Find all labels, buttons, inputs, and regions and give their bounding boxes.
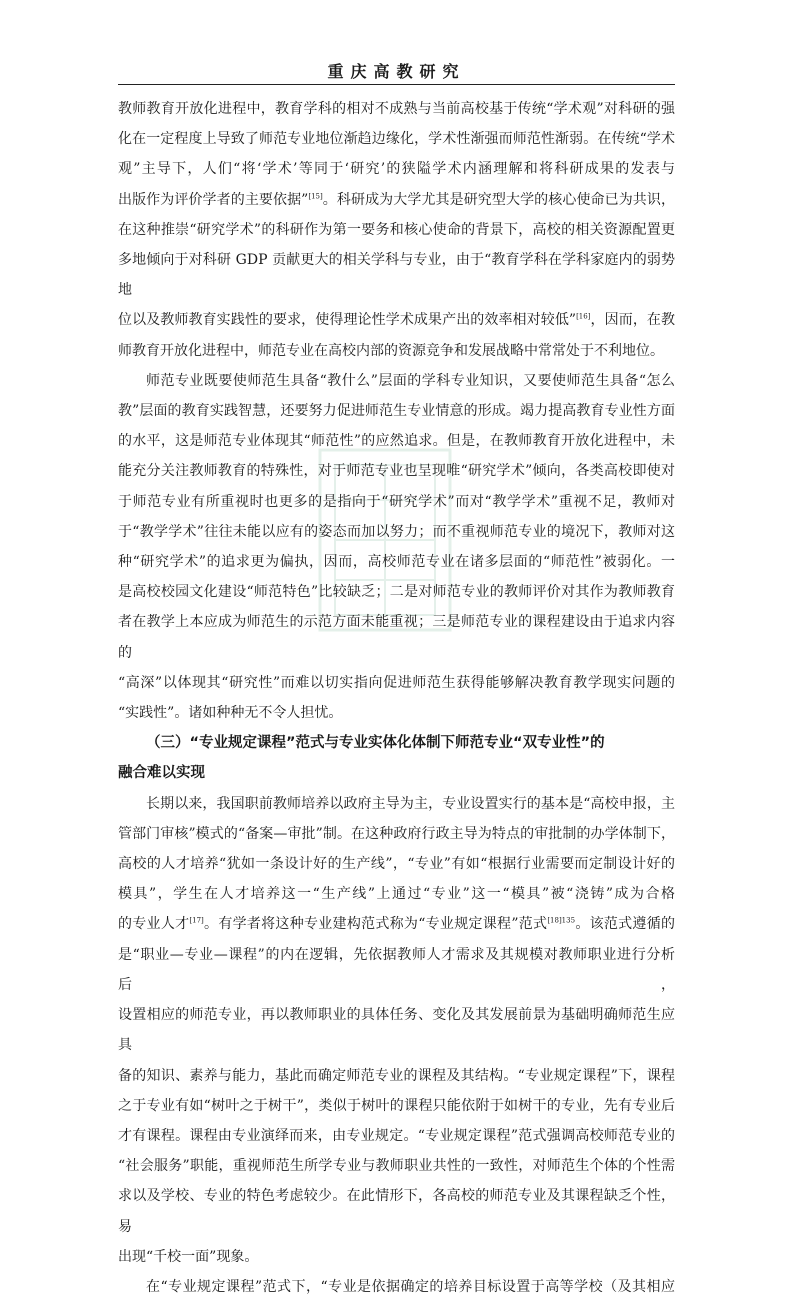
paragraph-line: 设置相应的师范专业，再以教师职业的具体任务、变化及其发展前景为基础明确师范生应具 — [118, 1007, 675, 1054]
text-segment: 位以及教师教育实践性的要求，使得理论性学术成果产出的效率相对较低” — [118, 312, 577, 329]
paragraph-line: 化在一定程度上导致了师范专业地位渐趋边缘化，学术性渐强而师范性渐弱。在传统“学术 — [118, 131, 675, 148]
paragraph-line: 观”主导下，人们“将‘学术’等同于‘研究’的狭隘学术内涵理解和将科研成果的发表与 — [118, 161, 675, 178]
text-segment: 的专业人才 — [118, 916, 190, 933]
paragraph-line: 求以及学校、专业的特色考虑较少。在此情形下，各高校的师范专业及其课程缺乏个性，易 — [118, 1188, 675, 1235]
text-segment: 。该范式遵循的 — [575, 916, 675, 933]
paragraph-line: 是“职业—专业—课程”的内在逻辑，先依据教师人才需求及其规模对教师职业进行分析后， — [118, 946, 675, 993]
section-heading-continued: 融合难以实现 — [118, 765, 205, 782]
text-segment: 出版作为评价学者的主要依据” — [118, 191, 309, 208]
paragraph-line: “高深”以体现其“研究性”而难以切实指向促进师范生获得能够解决教育教学现实问题的 — [118, 674, 675, 691]
paragraph-line: “实践性”。诸如种种无不令人担忧。 — [118, 705, 343, 722]
paragraph-line: 之于专业有如“树叶之于树干”，类似于树叶的课程只能依附于如树干的专业，先有专业后 — [118, 1097, 675, 1114]
paragraph-line: 教”层面的教育实践智慧，还要努力促进师范生专业情意的形成。竭力提高教育专业性方面 — [118, 403, 675, 420]
text-segment: ，因而，在教 — [590, 312, 676, 329]
paragraph-line: 师范专业既要使师范生具备“教什么”层面的学科专业知识，又要使师范生具备“怎么 — [146, 372, 675, 389]
paragraph-line: 长期以来，我国职前教师培养以政府主导为主，专业设置实行的基本是“高校申报，主 — [146, 795, 675, 812]
paragraph-line — [118, 909, 675, 939]
text-segment: 。有学者将这种专业建构范式称为“专业规定课程”范式 — [203, 916, 548, 933]
paragraph-line: 于“教学学术”往往未能以应有的姿态而加以努力；而不重视师范专业的境况下，教师对这 — [118, 523, 675, 540]
paragraph-line: 模具”，学生在人才培养这一“生产线”上通过“专业”这一“模具”被“浇铸”成为合格 — [118, 886, 675, 903]
journal-title: 重庆高教研究 — [327, 62, 466, 81]
paragraph-line: 于师范专业有所重视时也更多的是指向于“研究学术”而对“教学学术”重视不足，教师对 — [118, 493, 675, 510]
citation-ref: [16] — [576, 312, 591, 321]
paragraph-line: 多地倾向于对科研 GDP 贡献更大的相关学科与专业，由于“教育学科在学科家庭内的弱势地 — [118, 252, 675, 299]
paragraph-line: 才有课程。课程由专业演绎而来，由专业规定。“专业规定课程”范式强调高校师范专业的 — [118, 1127, 675, 1144]
text-segment: 。科研成为大学尤其是研究型大学的核心使命已为共识， — [322, 191, 675, 208]
citation-ref: [17] — [189, 916, 204, 925]
citation-ref: [15] — [308, 191, 323, 200]
citation-ref: [18]135 — [547, 916, 576, 925]
paragraph-line — [118, 185, 675, 215]
paragraph-line: 师教育开放化进程中，师范专业在高校内部的资源竞争和发展战略中常常处于不利地位。 — [118, 342, 664, 359]
paragraph-line: 在“专业规定课程”范式下，“专业是依据确定的培养目标设置于高等学校（及其相应 — [146, 1278, 675, 1295]
paragraph-line: “社会服务”职能，重视师范生所学专业与教师职业共性的一致性，对师范生个体的个性需 — [118, 1158, 675, 1175]
paragraph-line: 管部门审核”模式的“备案—审批”制。在这种政府行政主导为特点的审批制的办学体制下， — [118, 825, 675, 842]
paragraph-line: 是高校校园文化建设“师范特色”比较缺乏；二是对师范专业的教师评价对其作为教师教育 — [118, 584, 675, 601]
paragraph-line: 备的知识、素养与能力，基此而确定师范专业的课程及其结构。“专业规定课程”下，课程 — [118, 1067, 675, 1084]
article-body — [118, 94, 675, 1302]
section-heading: （三）“专业规定课程”范式与专业实体化体制下师范专业“双专业性”的 — [146, 735, 605, 752]
paragraph-line: 能充分关注教师教育的特殊性，对于师范专业也呈现唯“研究学术”倾向，各类高校即使对 — [118, 463, 675, 480]
paragraph-line: 的水平，这是师范专业体现其“师范性”的应然追求。但是，在教师教育开放化进程中，未 — [118, 433, 675, 450]
paragraph-line: 出现“千校一面”现象。 — [118, 1248, 259, 1265]
paragraph-line: 者在教学上本应成为师范生的示范方面未能重视；三是师范专业的课程建设由于追求内容的 — [118, 614, 675, 661]
paragraph-line: 在这种推崇“研究学术”的科研作为第一要务和核心使命的背景下，高校的相关资源配置更 — [118, 221, 675, 238]
paragraph-line: 教师教育开放化进程中，教育学科的相对不成熟与当前高校基于传统“学术观”对科研的强 — [118, 101, 675, 117]
paragraph-line — [118, 305, 675, 335]
paragraph-line: 高校的人才培养“犹如一条设计好的生产线”，“专业”有如“根据行业需要而定制设计好的 — [118, 856, 675, 873]
header-divider — [118, 84, 675, 85]
paragraph-line: 种“研究学术”的追求更为偏执，因而，高校师范专业在诸多层面的“师范性”被弱化。一 — [118, 554, 675, 571]
